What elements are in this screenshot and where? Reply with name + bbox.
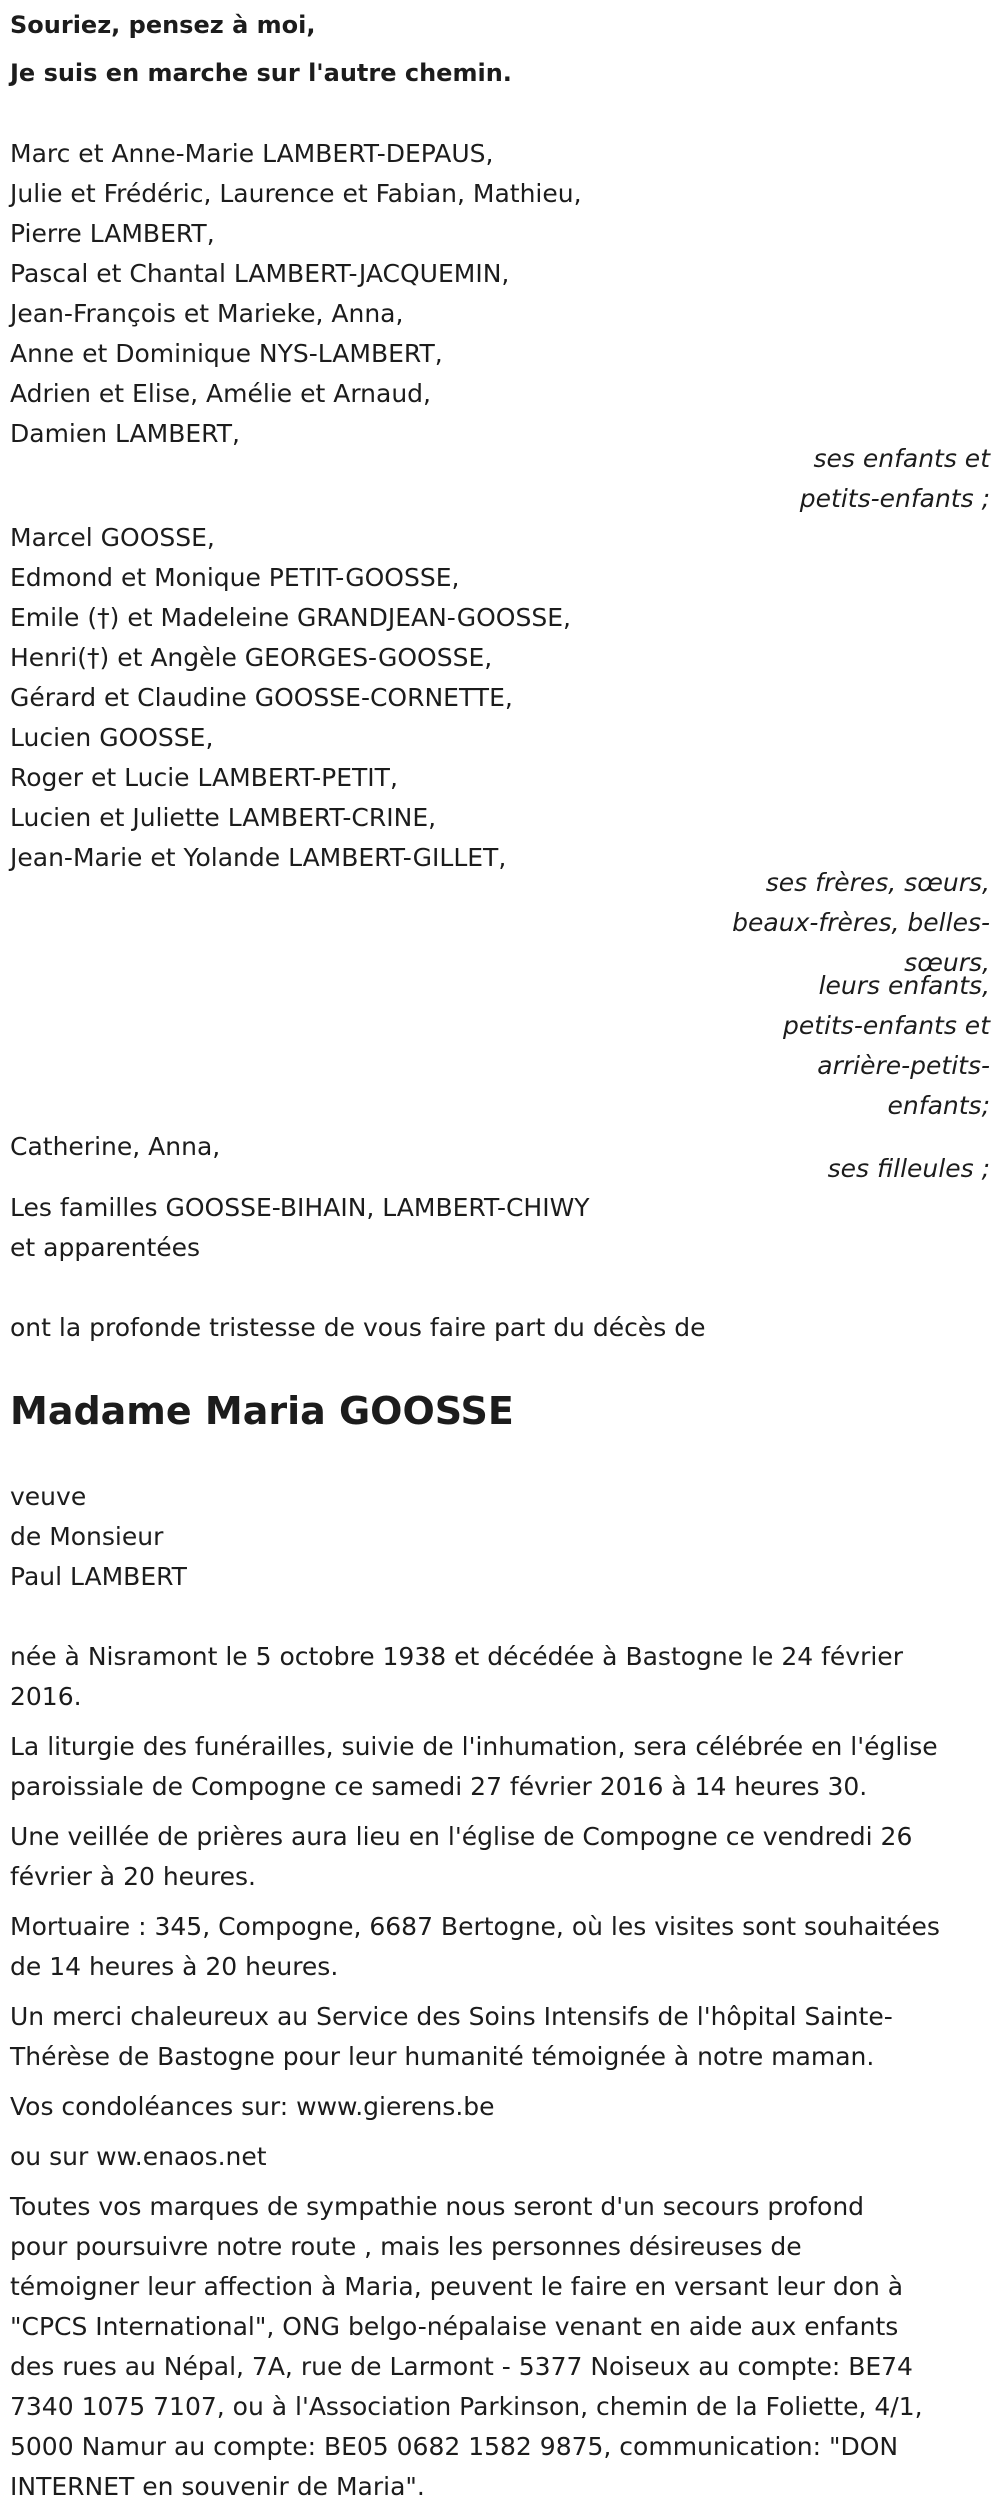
family-line: Damien LAMBERT,	[10, 419, 240, 448]
family-line: Lucien et Juliette LAMBERT-CRINE,	[10, 803, 437, 832]
family-line: Jean-François et Marieke, Anna,	[10, 299, 404, 328]
family-line: Catherine, Anna,	[10, 1132, 221, 1161]
condolences-link[interactable]: ou sur ww.enaos.net	[10, 2142, 267, 2171]
widow-line: veuve	[10, 1482, 87, 1511]
family-line: Julie et Frédéric, Laurence et Fabian, Mathieu,	[10, 179, 582, 208]
widow-line: de Monsieur	[10, 1522, 164, 1551]
family-line: Edmond et Monique PETIT-GOOSSE,	[10, 563, 460, 592]
family-line: Pierre LAMBERT,	[10, 219, 215, 248]
condolences-link[interactable]: Vos condoléances sur: www.gierens.be	[10, 2092, 495, 2121]
family-line: Adrien et Elise, Amélie et Arnaud,	[10, 379, 431, 408]
details-line: Thérèse de Bastogne pour leur humanité témoignée à notre maman.	[10, 2042, 875, 2071]
relationship-label: sœurs,	[904, 948, 990, 977]
details-line: témoigner leur affection à Maria, peuvent le faire en versant leur don à	[10, 2272, 904, 2301]
relationship-label: beaux-frères, belles-	[732, 908, 990, 937]
details-line: paroissiale de Compogne ce samedi 27 février 2016 à 14 heures 30.	[10, 1772, 868, 1801]
details-line: Mortuaire : 345, Compogne, 6687 Bertogne, où les visites sont souhaitées	[10, 1912, 940, 1941]
announcement-text: ont la profonde tristesse de vous faire part du décès de	[10, 1313, 706, 1342]
family-line: Gérard et Claudine GOOSSE-CORNETTE,	[10, 683, 513, 712]
details-line: La liturgie des funérailles, suivie de l'inhumation, sera célébrée en l'église	[10, 1732, 938, 1761]
family-line: Henri(†) et Angèle GEORGES-GOOSSE,	[10, 643, 493, 672]
details-line: des rues au Népal, 7A, rue de Larmont - 5377 Noiseux au compte: BE74	[10, 2352, 913, 2381]
relationship-label: petits-enfants ;	[799, 484, 990, 513]
relationship-label: enfants;	[887, 1091, 990, 1120]
details-line: pour poursuivre notre route , mais les personnes désireuses de	[10, 2232, 802, 2261]
relationship-label: ses enfants et	[813, 444, 990, 473]
family-line: Anne et Dominique NYS-LAMBERT,	[10, 339, 443, 368]
widow-line: Paul LAMBERT	[10, 1562, 187, 1591]
family-line: Pascal et Chantal LAMBERT-JACQUEMIN,	[10, 259, 510, 288]
epigraph-line-2: Je suis en marche sur l'autre chemin.	[10, 59, 512, 87]
family-line: Lucien GOOSSE,	[10, 723, 214, 752]
family-line: Marcel GOOSSE,	[10, 523, 215, 552]
details-line: INTERNET en souvenir de Maria".	[10, 2472, 425, 2501]
details-line: Un merci chaleureux au Service des Soins Intensifs de l'hôpital Sainte-	[10, 2002, 893, 2031]
family-line: Marc et Anne-Marie LAMBERT-DEPAUS,	[10, 139, 494, 168]
details-line: 5000 Namur au compte: BE05 0682 1582 9875, communication: "DON	[10, 2432, 899, 2461]
family-line: et apparentées	[10, 1233, 201, 1262]
family-line: Les familles GOOSSE-BIHAIN, LAMBERT-CHIWY	[10, 1193, 590, 1222]
details-line: 2016.	[10, 1682, 82, 1711]
family-line: Roger et Lucie LAMBERT-PETIT,	[10, 763, 398, 792]
details-line: Une veillée de prières aura lieu en l'église de Compogne ce vendredi 26	[10, 1822, 913, 1851]
details-line: Toutes vos marques de sympathie nous seront d'un secours profond	[10, 2192, 865, 2221]
details-line: née à Nisramont le 5 octobre 1938 et décédée à Bastogne le 24 février	[10, 1642, 903, 1671]
deceased-name: Madame Maria GOOSSE	[10, 1389, 514, 1433]
epigraph-line-1: Souriez, pensez à moi,	[10, 11, 316, 39]
relationship-label: petits-enfants et	[783, 1011, 990, 1040]
details-line: 7340 1075 7107, ou à l'Association Parkinson, chemin de la Foliette, 4/1,	[10, 2392, 923, 2421]
details-line: "CPCS International", ONG belgo-népalaise venant en aide aux enfants	[10, 2312, 899, 2341]
details-line: février à 20 heures.	[10, 1862, 256, 1891]
details-line: de 14 heures à 20 heures.	[10, 1952, 339, 1981]
relationship-label: leurs enfants,	[818, 971, 990, 1000]
family-line: Emile (†) et Madeleine GRANDJEAN-GOOSSE,	[10, 603, 571, 632]
relationship-label: arrière-petits-	[817, 1051, 990, 1080]
family-line: Jean-Marie et Yolande LAMBERT-GILLET,	[10, 843, 507, 872]
relationship-label: ses filleules ;	[827, 1154, 990, 1183]
relationship-label: ses frères, sœurs,	[765, 868, 990, 897]
